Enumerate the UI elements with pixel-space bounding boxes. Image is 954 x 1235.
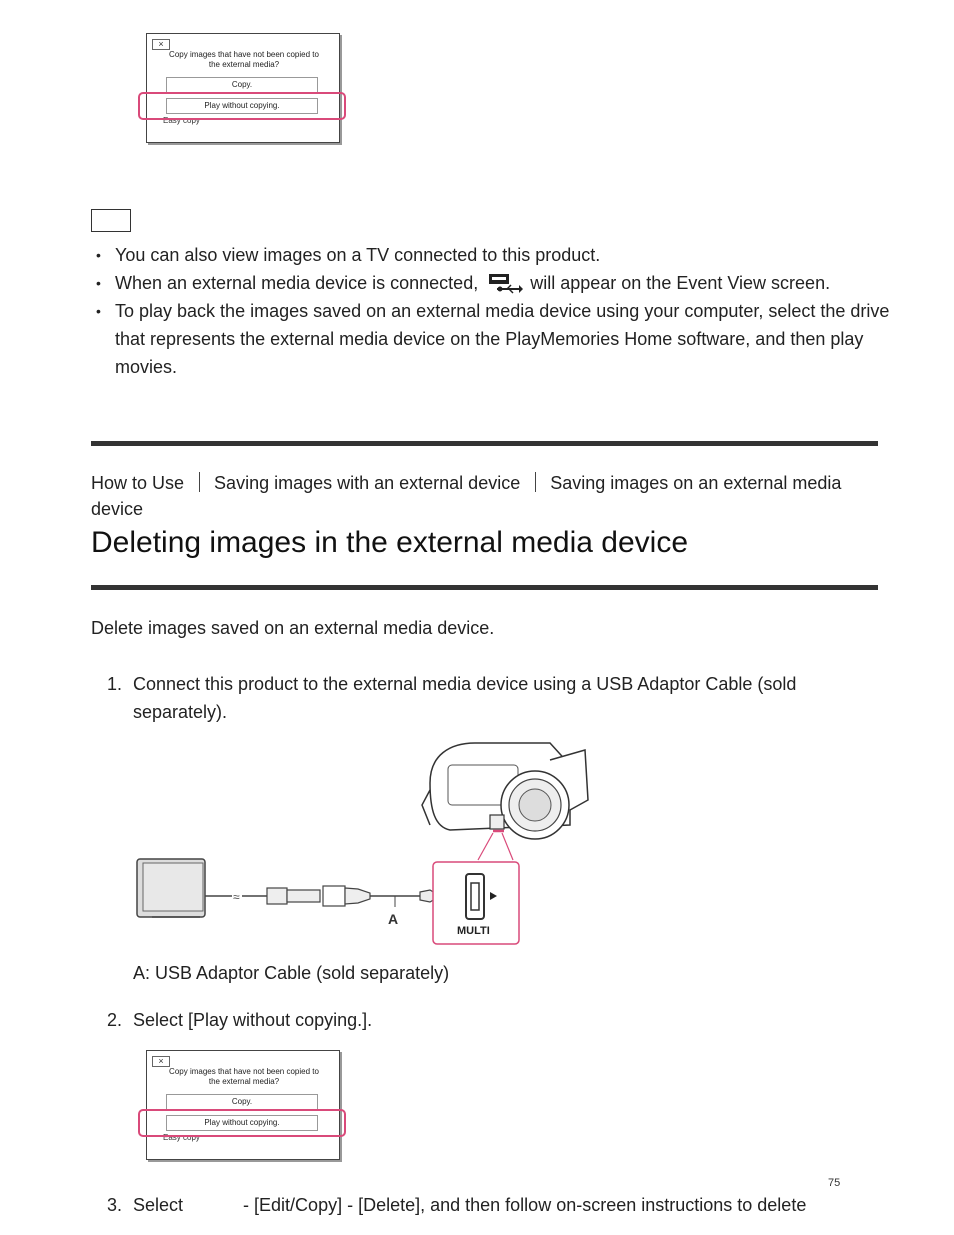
close-icon: × bbox=[152, 39, 170, 50]
copy-dialog-illustration-top bbox=[138, 33, 348, 148]
svg-text:≈: ≈ bbox=[233, 890, 240, 904]
dialog-frame bbox=[146, 33, 340, 143]
copy-button: Copy. bbox=[166, 77, 318, 93]
dialog-question: Copy images that have not been copied to the external media? bbox=[169, 50, 319, 69]
breadcrumb-item[interactable]: Saving images with an external device bbox=[214, 473, 521, 493]
play-without-copying-button: Play without copying. bbox=[166, 98, 318, 114]
dialog-frame bbox=[146, 1050, 340, 1160]
breadcrumb-separator bbox=[199, 472, 200, 492]
list-item bbox=[91, 241, 891, 269]
copy-button: Copy. bbox=[166, 1094, 318, 1110]
page-number: 75 bbox=[828, 1177, 841, 1189]
dialog-footer: Easy copy bbox=[163, 1133, 200, 1142]
intro-text: Delete images saved on an external media device. bbox=[91, 618, 495, 638]
note-text: You can also view images on a TV connected to this product. bbox=[115, 245, 601, 265]
step-number: 2. bbox=[107, 1010, 123, 1030]
note-label-box bbox=[91, 209, 131, 232]
play-without-copying-button: Play without copying. bbox=[166, 1115, 318, 1131]
list-item bbox=[91, 297, 891, 381]
step-text: Select - [Edit/Copy] - [Delete], and then follow on-screen instructions to delete bbox=[133, 1195, 807, 1215]
page-title: Deleting images in the external media device bbox=[91, 526, 688, 559]
step-text: Select [Play without copying.]. bbox=[133, 1010, 373, 1030]
step-text: Connect this product to the external media device using a USB Adaptor Cable (sold separately). bbox=[133, 674, 797, 722]
note-text: To play back the images saved on an external media device using your computer, select the drive that represents the external media device on the PlayMemories Home software, and then play movies. bbox=[115, 301, 890, 377]
step-number: 1. bbox=[107, 674, 123, 694]
usb-adaptor-cable bbox=[205, 886, 451, 907]
connection-illustration bbox=[130, 735, 600, 950]
breadcrumb-item[interactable]: How to Use bbox=[91, 473, 185, 493]
notes-list bbox=[91, 241, 891, 381]
highlight-frame bbox=[138, 92, 346, 120]
list-item bbox=[91, 269, 891, 297]
note-text: will appear on the Event View screen. bbox=[525, 273, 831, 293]
external-media-device bbox=[137, 859, 205, 917]
step-number: 3. bbox=[107, 1195, 123, 1215]
breadcrumb-separator bbox=[535, 472, 536, 492]
cable-label-a: A bbox=[388, 911, 399, 927]
port-label: MULTI bbox=[457, 925, 490, 937]
note-text: When an external media device is connected, bbox=[115, 273, 479, 293]
breadcrumb-item[interactable]: Saving images on an external media device bbox=[91, 473, 842, 519]
copy-dialog-illustration-bottom bbox=[138, 1050, 348, 1165]
external-media-icon bbox=[487, 272, 523, 294]
camcorder bbox=[422, 743, 588, 839]
highlight-frame bbox=[138, 1109, 346, 1137]
figure-caption: A: USB Adaptor Cable (sold separately) bbox=[133, 963, 450, 983]
dialog-footer: Easy copy bbox=[163, 116, 200, 125]
section-rule-top bbox=[91, 441, 878, 446]
dialog-question: Copy images that have not been copied to the external media? bbox=[169, 1067, 319, 1086]
breadcrumb bbox=[91, 470, 891, 522]
close-icon: × bbox=[152, 1056, 170, 1067]
section-rule-bottom bbox=[91, 585, 878, 590]
